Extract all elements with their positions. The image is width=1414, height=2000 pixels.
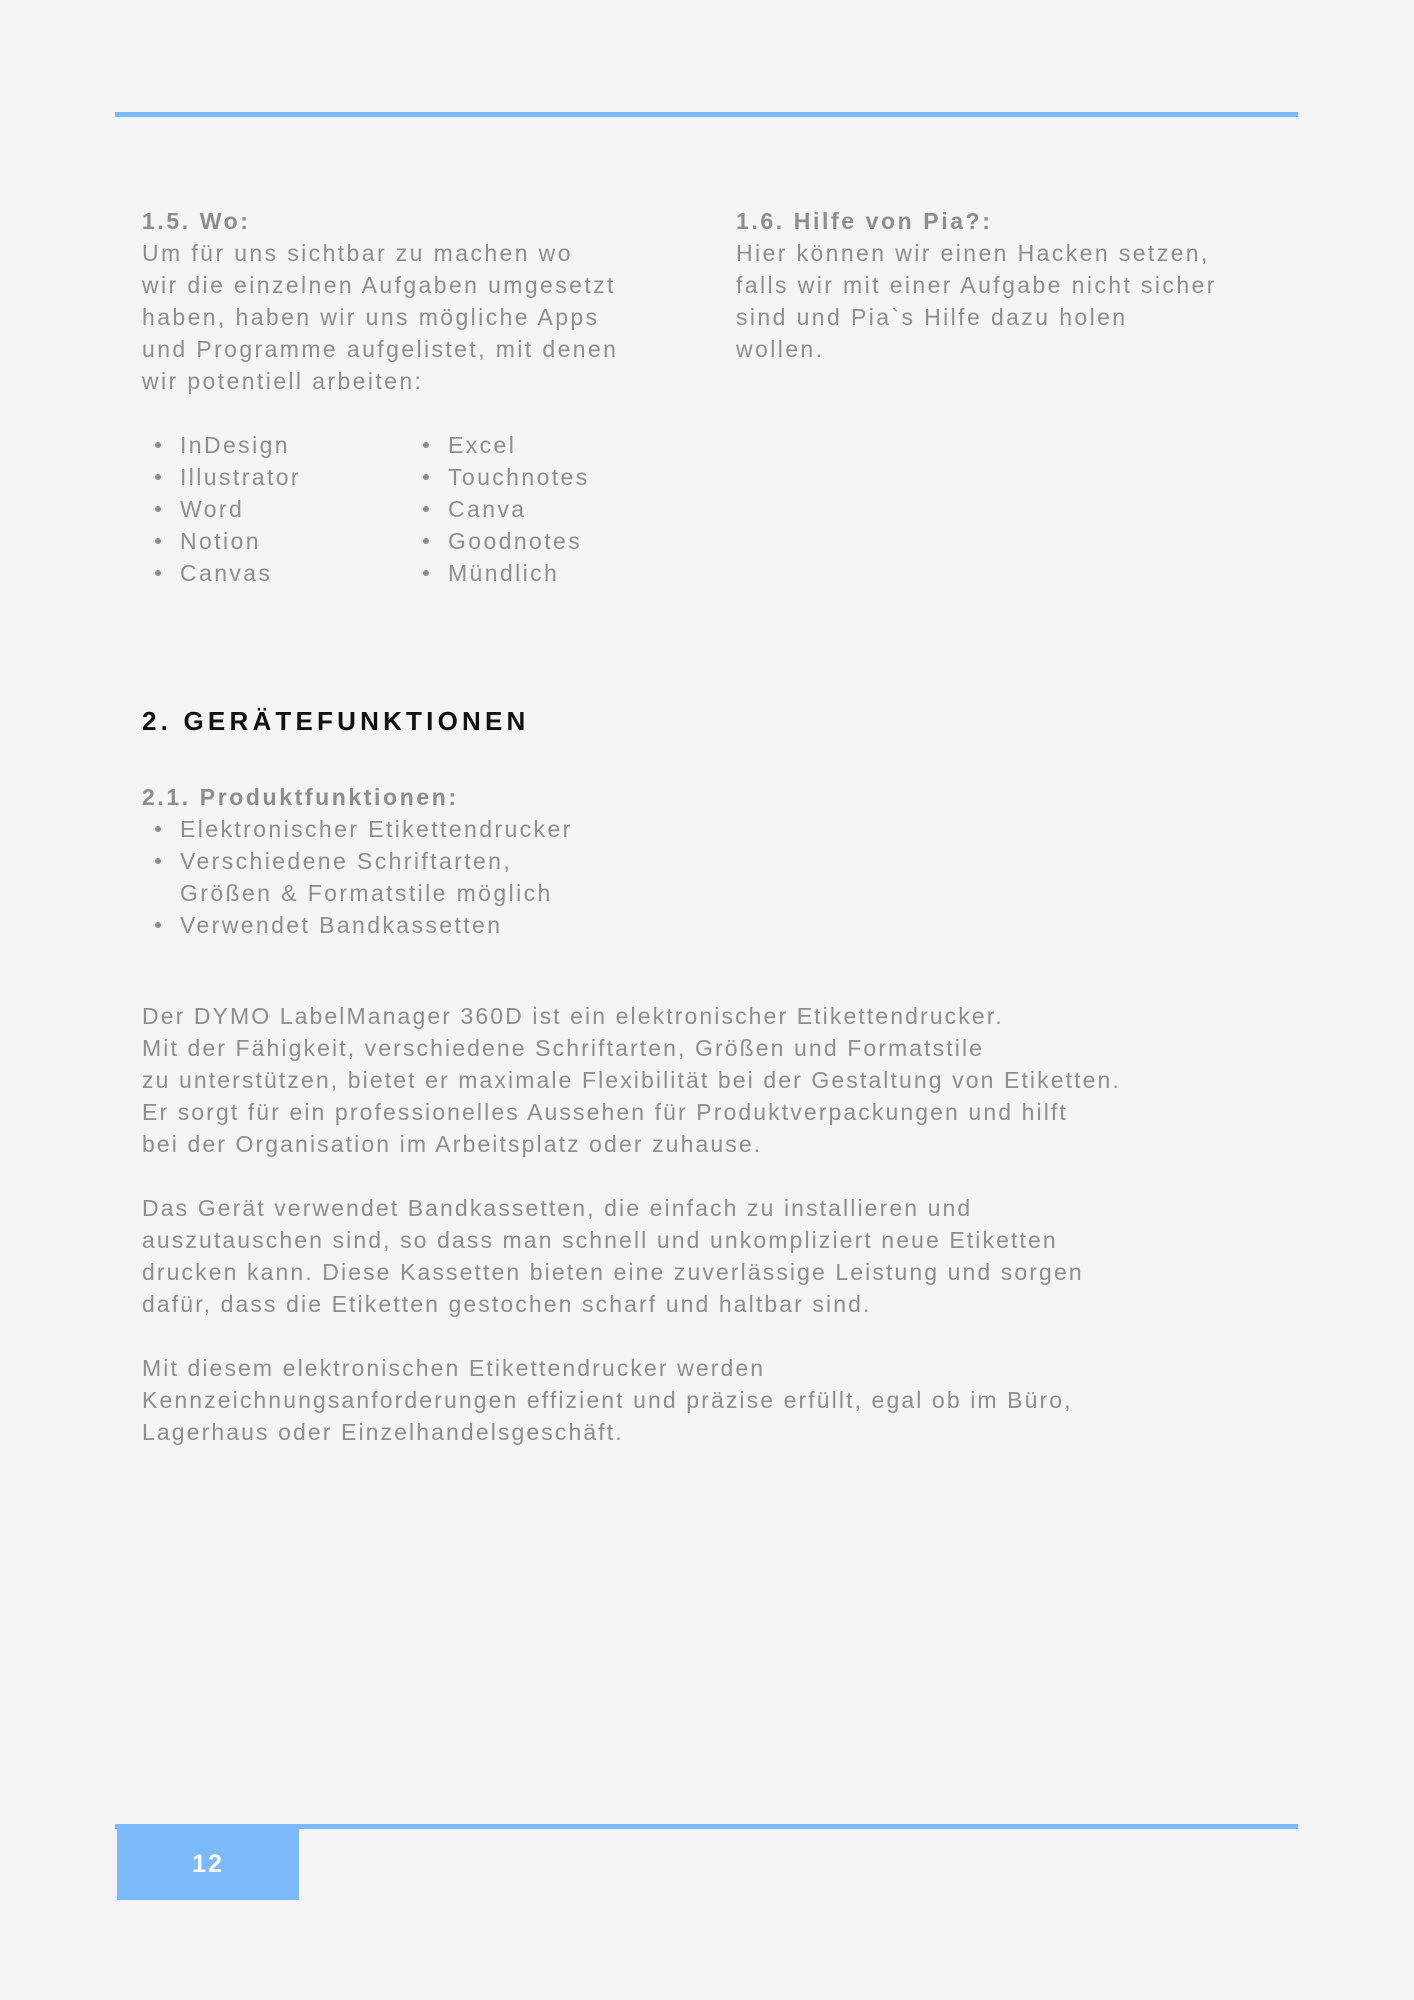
feature-text: Verwendet Bandkassetten [180, 912, 503, 938]
list-item: Canvas [142, 557, 301, 589]
text-line: dafür, dass die Etiketten gestochen scharf und haltbar sind. [142, 1291, 872, 1317]
section-1-6 [736, 205, 1296, 365]
text-line: Er sorgt für ein professionelles Aussehen für Produktverpackungen und hilft [142, 1099, 1068, 1125]
list-item: Goodnotes [410, 525, 590, 557]
text-line: Mit diesem elektronischen Etikettendrucker werden [142, 1355, 766, 1381]
list-item [142, 845, 573, 909]
page-number: 12 [117, 1829, 299, 1900]
section-2-1-heading: 2.1. Produktfunktionen: [142, 784, 459, 810]
list-item: Illustrator [142, 461, 301, 493]
section-1-5-heading: 1.5. Wo: [142, 208, 251, 234]
feature-text: Elektronischer Etikettendrucker [180, 816, 573, 842]
paragraph [142, 1192, 1302, 1320]
list-item: InDesign [142, 429, 301, 461]
text-line: drucken kann. Diese Kassetten bieten eine zuverlässige Leistung und sorgen [142, 1259, 1084, 1285]
text-line: Lagerhaus oder Einzelhandelsgeschäft. [142, 1419, 624, 1445]
section-1-6-heading: 1.6. Hilfe von Pia?: [736, 208, 993, 234]
paragraph [142, 1000, 1302, 1160]
text-line: und Programme aufgelistet, mit denen [142, 336, 619, 362]
text-line: wollen. [736, 336, 825, 362]
text-line: auszutauschen sind, so dass man schnell und unkompliziert neue Etiketten [142, 1227, 1058, 1253]
list-item: Canva [410, 493, 590, 525]
text-line: wir potentiell arbeiten: [142, 368, 424, 394]
feature-text-cont: Größen & Formatstile möglich [180, 880, 553, 906]
feature-text: Verschiedene Schriftarten, [180, 848, 513, 874]
section-2-title: 2. GERÄTEFUNKTIONEN [142, 706, 530, 736]
text-line: Der DYMO LabelManager 360D ist ein elektronischer Etikettendrucker. [142, 1003, 1004, 1029]
list-item [142, 909, 573, 941]
text-line: zu unterstützen, bietet er maximale Flexibilität bei der Gestaltung von Etiketten. [142, 1067, 1121, 1093]
text-line: Um für uns sichtbar zu machen wo [142, 240, 573, 266]
description-text [142, 1000, 1302, 1480]
list-item [142, 813, 573, 845]
section-1-5-text [142, 237, 702, 397]
list-item: Mündlich [410, 557, 590, 589]
text-line: Das Gerät verwendet Bandkassetten, die einfach zu installieren und [142, 1195, 973, 1221]
features-list [142, 813, 573, 941]
list-item: Excel [410, 429, 590, 461]
text-line: Kennzeichnungsanforderungen effizient und präzise erfüllt, egal ob im Büro, [142, 1387, 1073, 1413]
text-line: sind und Pia`s Hilfe dazu holen [736, 304, 1128, 330]
section-1-5 [142, 205, 702, 397]
apps-list-2 [410, 429, 590, 589]
text-line: falls wir mit einer Aufgabe nicht sicher [736, 272, 1217, 298]
list-item: Word [142, 493, 301, 525]
list-item: Notion [142, 525, 301, 557]
text-line: haben, haben wir uns mögliche Apps [142, 304, 600, 330]
apps-list-1 [142, 429, 301, 589]
text-line: bei der Organisation im Arbeitsplatz oder zuhause. [142, 1131, 763, 1157]
paragraph [142, 1352, 1302, 1448]
text-line: wir die einzelnen Aufgaben umgesetzt [142, 272, 616, 298]
product-features [142, 781, 573, 941]
text-line: Hier können wir einen Hacken setzen, [736, 240, 1210, 266]
text-line: Mit der Fähigkeit, verschiedene Schriftarten, Größen und Formatstile [142, 1035, 985, 1061]
top-divider [115, 112, 1298, 117]
list-item: Touchnotes [410, 461, 590, 493]
section-1-6-text [736, 237, 1296, 365]
